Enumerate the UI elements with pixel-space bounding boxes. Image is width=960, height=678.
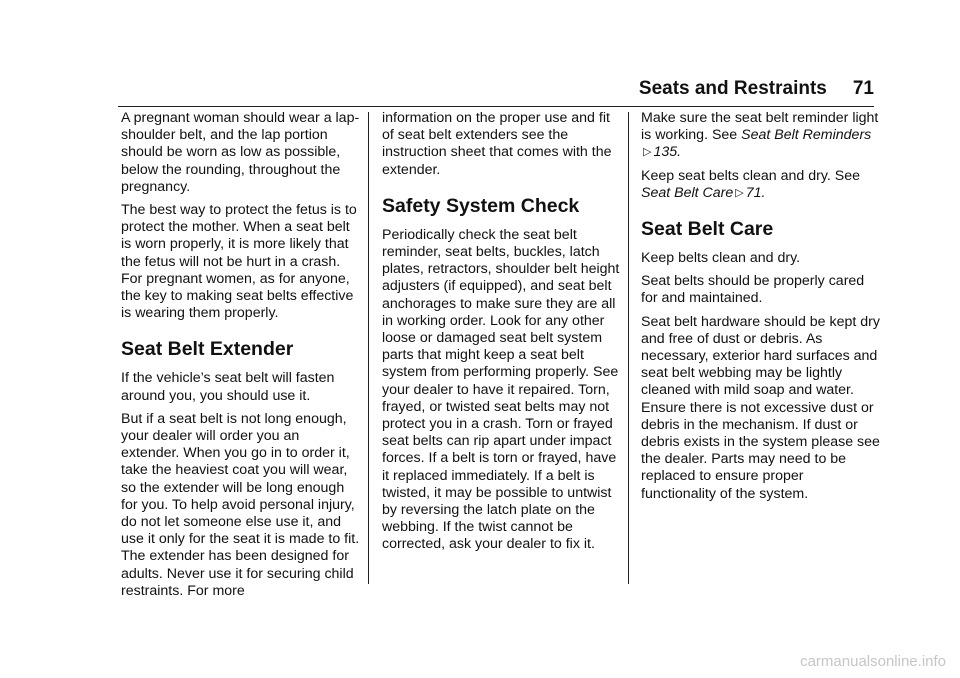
paragraph: But if a seat belt is not long enough, your dealer will order you an extender. When you go in to order it, take the heaviest coat you will wear, so the extender will be long enough for you. To help avoid personal injury, do not let someone else use it, and use it only for the seat it is made to fit. The extender has been designed for adults. Never use it for securing child restraints. For more: [121, 410, 360, 599]
paragraph: If the vehicle’s seat belt will fasten around you, you should use it.: [121, 370, 335, 404]
paragraph: Make sure the seat belt reminder light is working. See Seat Belt Reminders▷ 135.: [641, 110, 879, 161]
paragraph: A pregnant woman should wear a lap-shoulder belt, and the lap portion should be worn as low as possible, below the rounding, throughout the pregnancy.: [121, 110, 360, 195]
xref-link-seat-belt-care[interactable]: Seat Belt Care: [641, 184, 734, 201]
column-2: [382, 110, 620, 560]
column-divider: [628, 112, 629, 584]
section-heading-safety-system-check: Safety System Check: [382, 194, 580, 217]
xref-link-seat-belt-reminders[interactable]: Seat Belt Reminders: [741, 127, 872, 144]
watermark: carmanualsonline.info: [800, 653, 946, 670]
paragraph: Keep belts clean and dry.: [641, 250, 801, 267]
section-title: Seats and Restraints: [638, 78, 827, 99]
xref-page-number[interactable]: 71: [745, 184, 762, 201]
column-3: [641, 110, 881, 509]
section-heading-seat-belt-care: Seat Belt Care: [641, 218, 774, 241]
arrow-right-icon: ▷: [735, 186, 744, 199]
arrow-right-icon: ▷: [643, 146, 652, 159]
paragraph: Seat belts should be properly cared for and maintained.: [641, 273, 865, 307]
page-number: 71: [852, 78, 874, 99]
paragraph: Seat belt hardware should be kept dry and free of dust or debris. As necessary, exterior hard surfaces and seat belt webbing may be lightly cleaned with mild soap and water. Ensure there is not excessive dust or debris in the mechanism. If dust or debris exists in the system please see the dealer. Parts may need to be replaced to ensure proper functionality of the system.: [641, 313, 880, 502]
header-rule: [118, 106, 874, 107]
column-1: [121, 110, 361, 606]
paragraph: The best way to protect the fetus is to protect the mother. When a seat belt is worn properly, it is more likely that the fetus will not be hurt in a crash. For pregnant women, as for anyone, the key to making seat belts effective is wearing them properly.: [121, 202, 357, 322]
xref-page-number[interactable]: 135: [653, 144, 678, 161]
paragraph: Periodically check the seat belt reminder, seat belts, buckles, latch plates, retractors, shoulder belt height adjusters (if equipped), and seat belt anchorages to make sure they are all in working order. Look for any other loose or damaged seat belt system parts that might keep a seat belt system from performing properly. See your dealer to have it repaired. Torn, frayed, or twisted seat belts may not protect you in a crash. Torn or frayed seat belts can rip apart under impact forces. If a belt is torn or frayed, have it replaced immediately. If a belt is twisted, it may be possible to untwist by reversing the latch plate on the webbing. If the twist cannot be corrected, ask your dealer to fix it.: [382, 226, 620, 553]
paragraph: information on the proper use and fit of seat belt extenders see the instruction sheet that comes with the extender.: [382, 110, 612, 178]
section-heading-seat-belt-extender: Seat Belt Extender: [121, 338, 294, 361]
page-header: [639, 78, 874, 100]
paragraph: Keep seat belts clean and dry. See Seat Belt Care ▷ 71.: [641, 167, 860, 201]
column-divider: [368, 112, 369, 584]
